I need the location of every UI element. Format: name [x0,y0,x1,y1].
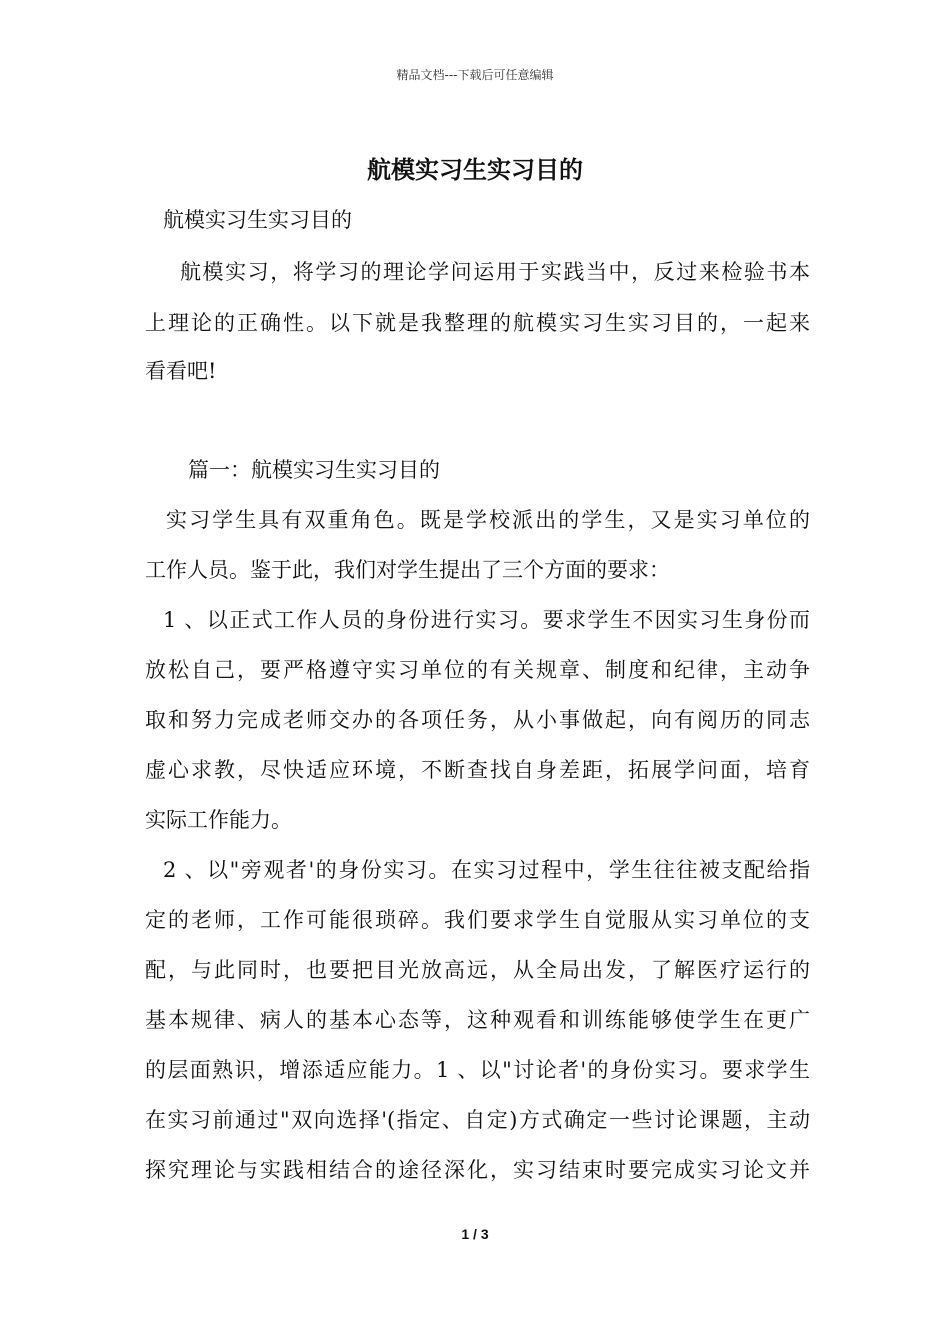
paragraph-line: 取和努力完成老师交办的各项任务，从小事做起，向有阅历的同志 [145,708,810,732]
paragraph-line: 看看吧! [145,359,217,383]
section-heading: 篇一：航模实习生实习目的 [188,458,440,482]
paragraph-line: 虚心求教，尽快适应环境，不断查找自身差距，拓展学问面，培育 [145,758,810,782]
paragraph-line: 航模实习，将学习的理论学问运用于实践当中，反过来检验书本 [180,260,810,284]
subtitle-line: 航模实习生实习目的 [163,208,352,232]
paragraph-line: 探究理论与实践相结合的途径深化，实习结束时要完成实习论文并 [145,1158,810,1182]
paragraph-line: 定的老师，工作可能很琐碎。我们要求学生自觉服从实习单位的支 [145,908,810,932]
paragraph-line: 在实习前通过"双向选择'(指定、自定)方式确定一些讨论课题，主动 [145,1108,810,1132]
paragraph-line: 实际工作能力。 [145,808,292,832]
paragraph-line: 工作人员。鉴于此，我们对学生提出了三个方面的要求： [145,558,670,582]
paragraph-line: 上理论的正确性。以下就是我整理的航模实习生实习目的，一起来 [145,311,810,335]
paragraph-line: 的层面熟识，增添适应能力。1 、以"讨论者'的身份实习。要求学生 [145,1058,810,1082]
paragraph-line: 放松自己，要严格遵守实习单位的有关规章、制度和纪律，主动争 [145,658,810,682]
paragraph-line: 1 、以正式工作人员的身份进行实习。要求学生不因实习生身份而 [163,608,810,632]
paragraph-line: 配，与此同时，也要把目光放高远，从全局出发，了解医疗运行的 [145,958,810,982]
paragraph-line: 基本规律、病人的基本心态等，这种观看和训练能够使学生在更广 [145,1008,810,1032]
paragraph-line: 2 、以"旁观者'的身份实习。在实习过程中，学生往往被支配给指 [163,858,810,882]
page-number: 1 / 3 [461,1226,489,1242]
page-header: 精品文档---下载后可任意编辑 [396,68,554,82]
paragraph-line: 实习学生具有双重角色。既是学校派出的学生，又是实习单位的 [166,508,810,532]
document-title: 航模实习生实习目的 [367,155,583,184]
